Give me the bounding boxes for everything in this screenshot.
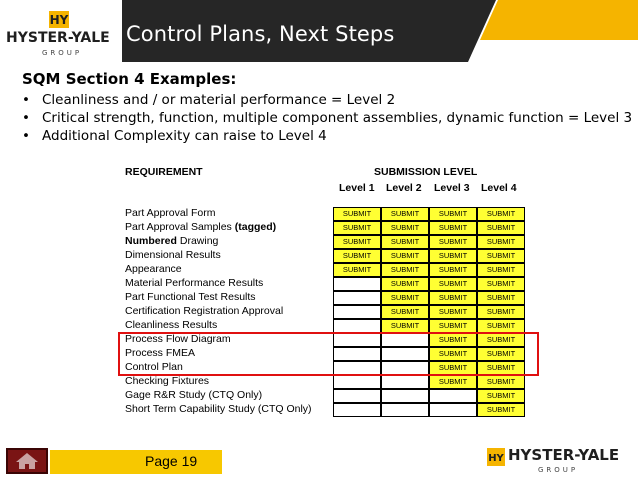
page-number: Page 19	[145, 453, 198, 469]
submit-cell: SUBMIT	[333, 235, 381, 249]
hy-logo-icon	[486, 446, 506, 468]
requirement-label-text: Short Term Capability Study (CTQ Only)	[125, 403, 312, 415]
empty-cell	[429, 389, 477, 403]
submit-cell: SUBMIT	[429, 207, 477, 221]
bullet-dot: •	[22, 128, 30, 144]
empty-cell	[381, 403, 429, 417]
requirement-label-text: Appearance	[125, 263, 182, 275]
submit-cell: SUBMIT	[429, 375, 477, 389]
section-heading: SQM Section 4 Examples:	[22, 70, 237, 88]
submission-level-header: SUBMISSION LEVEL	[374, 166, 478, 178]
requirement-label-text: Checking Fixtures	[125, 375, 210, 387]
submit-cell: SUBMIT	[333, 207, 381, 221]
requirement-label-text: Part Functional Test Results	[125, 291, 256, 303]
svg-text:HY: HY	[49, 13, 69, 27]
submit-cell: SUBMIT	[381, 263, 429, 277]
submit-cell: SUBMIT	[429, 305, 477, 319]
submit-cell: SUBMIT	[477, 333, 525, 347]
submit-cell: SUBMIT	[381, 277, 429, 291]
submit-cell: SUBMIT	[477, 403, 525, 417]
requirement-label	[125, 305, 283, 317]
requirement-label-text: Part Approval Form	[125, 207, 216, 219]
requirement-label-text: Dimensional Results	[125, 249, 221, 261]
requirement-label	[125, 291, 256, 303]
submit-cell: SUBMIT	[477, 249, 525, 263]
requirement-label	[125, 235, 218, 247]
bullet-text: Critical strength, function, multiple component assemblies, dynamic function = Level 3	[42, 110, 633, 126]
submit-cell: SUBMIT	[477, 207, 525, 221]
empty-cell	[429, 403, 477, 417]
requirement-label-text: Control Plan	[125, 361, 183, 373]
submit-cell: SUBMIT	[477, 277, 525, 291]
requirement-label-bold: (tagged)	[234, 221, 277, 233]
page-title: Control Plans, Next Steps	[126, 22, 395, 46]
submit-cell: SUBMIT	[381, 235, 429, 249]
bullet-text: Cleanliness and / or material performance = Level 2	[42, 92, 396, 108]
submit-cell: SUBMIT	[333, 263, 381, 277]
submit-cell: SUBMIT	[429, 249, 477, 263]
requirement-label	[125, 221, 276, 233]
requirement-label-text: Process Flow Diagram	[125, 333, 231, 345]
bullet-text: Additional Complexity can raise to Level 4	[42, 128, 327, 144]
requirement-label	[125, 277, 263, 289]
submit-cell: SUBMIT	[333, 249, 381, 263]
submit-cell: SUBMIT	[381, 249, 429, 263]
hy-logo-icon	[48, 8, 70, 30]
svg-text:HY: HY	[488, 453, 504, 464]
requirement-label-text: Part Approval Samples	[125, 221, 232, 233]
submit-cell: SUBMIT	[381, 291, 429, 305]
submit-cell: SUBMIT	[477, 221, 525, 235]
level-header: Level 1	[339, 182, 375, 194]
empty-cell	[333, 389, 381, 403]
submit-cell: SUBMIT	[477, 263, 525, 277]
submit-cell: SUBMIT	[381, 305, 429, 319]
requirement-label	[125, 207, 215, 219]
logo-wordmark: HYSTER-YALE	[6, 30, 110, 46]
empty-cell	[333, 375, 381, 389]
submit-cell: SUBMIT	[477, 319, 525, 333]
empty-cell	[333, 319, 381, 333]
requirement-label-text: Material Performance Results	[125, 277, 264, 289]
highlight-box	[118, 332, 539, 376]
requirement-label-text: Gage R&R Study (CTQ Only)	[125, 389, 263, 401]
home-button[interactable]	[6, 448, 48, 474]
requirement-label-text: Drawing	[179, 235, 219, 247]
requirement-label-text: Certification Registration Approval	[125, 305, 284, 317]
empty-cell	[381, 389, 429, 403]
requirement-label	[125, 375, 209, 387]
empty-cell	[333, 291, 381, 305]
level-header: Level 4	[481, 182, 517, 194]
submit-cell: SUBMIT	[477, 305, 525, 319]
footer-logo	[482, 440, 632, 476]
empty-cell	[333, 277, 381, 291]
level-header: Level 2	[386, 182, 422, 194]
submit-cell: SUBMIT	[429, 333, 477, 347]
requirement-label	[125, 403, 312, 415]
empty-cell	[333, 305, 381, 319]
submit-cell: SUBMIT	[429, 347, 477, 361]
submit-cell: SUBMIT	[477, 375, 525, 389]
logo-wordmark: HYSTER-YALE	[508, 446, 620, 464]
requirement-header: REQUIREMENT	[125, 166, 203, 178]
submit-cell: SUBMIT	[429, 277, 477, 291]
requirement-label-bold: Numbered	[125, 235, 177, 247]
empty-cell	[381, 375, 429, 389]
submit-cell: SUBMIT	[477, 291, 525, 305]
empty-cell	[333, 403, 381, 417]
logo-group-text: GROUP	[538, 466, 579, 474]
submit-cell: SUBMIT	[429, 235, 477, 249]
submit-cell: SUBMIT	[381, 221, 429, 235]
submit-cell: SUBMIT	[477, 347, 525, 361]
submit-cell: SUBMIT	[477, 361, 525, 375]
requirement-label	[125, 263, 182, 275]
requirement-label	[125, 249, 221, 261]
bullet-dot: •	[22, 110, 30, 126]
submit-cell: SUBMIT	[429, 263, 477, 277]
submit-cell: SUBMIT	[429, 361, 477, 375]
submit-cell: SUBMIT	[381, 207, 429, 221]
submit-cell: SUBMIT	[381, 319, 429, 333]
home-icon	[8, 450, 46, 472]
bullet-dot: •	[22, 92, 30, 108]
requirement-label	[125, 389, 262, 401]
submit-cell: SUBMIT	[429, 221, 477, 235]
requirement-label-text: Process FMEA	[125, 347, 196, 359]
header-logo	[0, 0, 122, 62]
submit-cell: SUBMIT	[429, 291, 477, 305]
submit-cell: SUBMIT	[333, 221, 381, 235]
submit-cell: SUBMIT	[477, 389, 525, 403]
level-header: Level 3	[434, 182, 470, 194]
requirement-label-text: Cleanliness Results	[125, 319, 218, 331]
logo-group-text: GROUP	[42, 49, 83, 57]
requirement-label	[125, 319, 217, 331]
submit-cell: SUBMIT	[429, 319, 477, 333]
submit-cell: SUBMIT	[477, 235, 525, 249]
